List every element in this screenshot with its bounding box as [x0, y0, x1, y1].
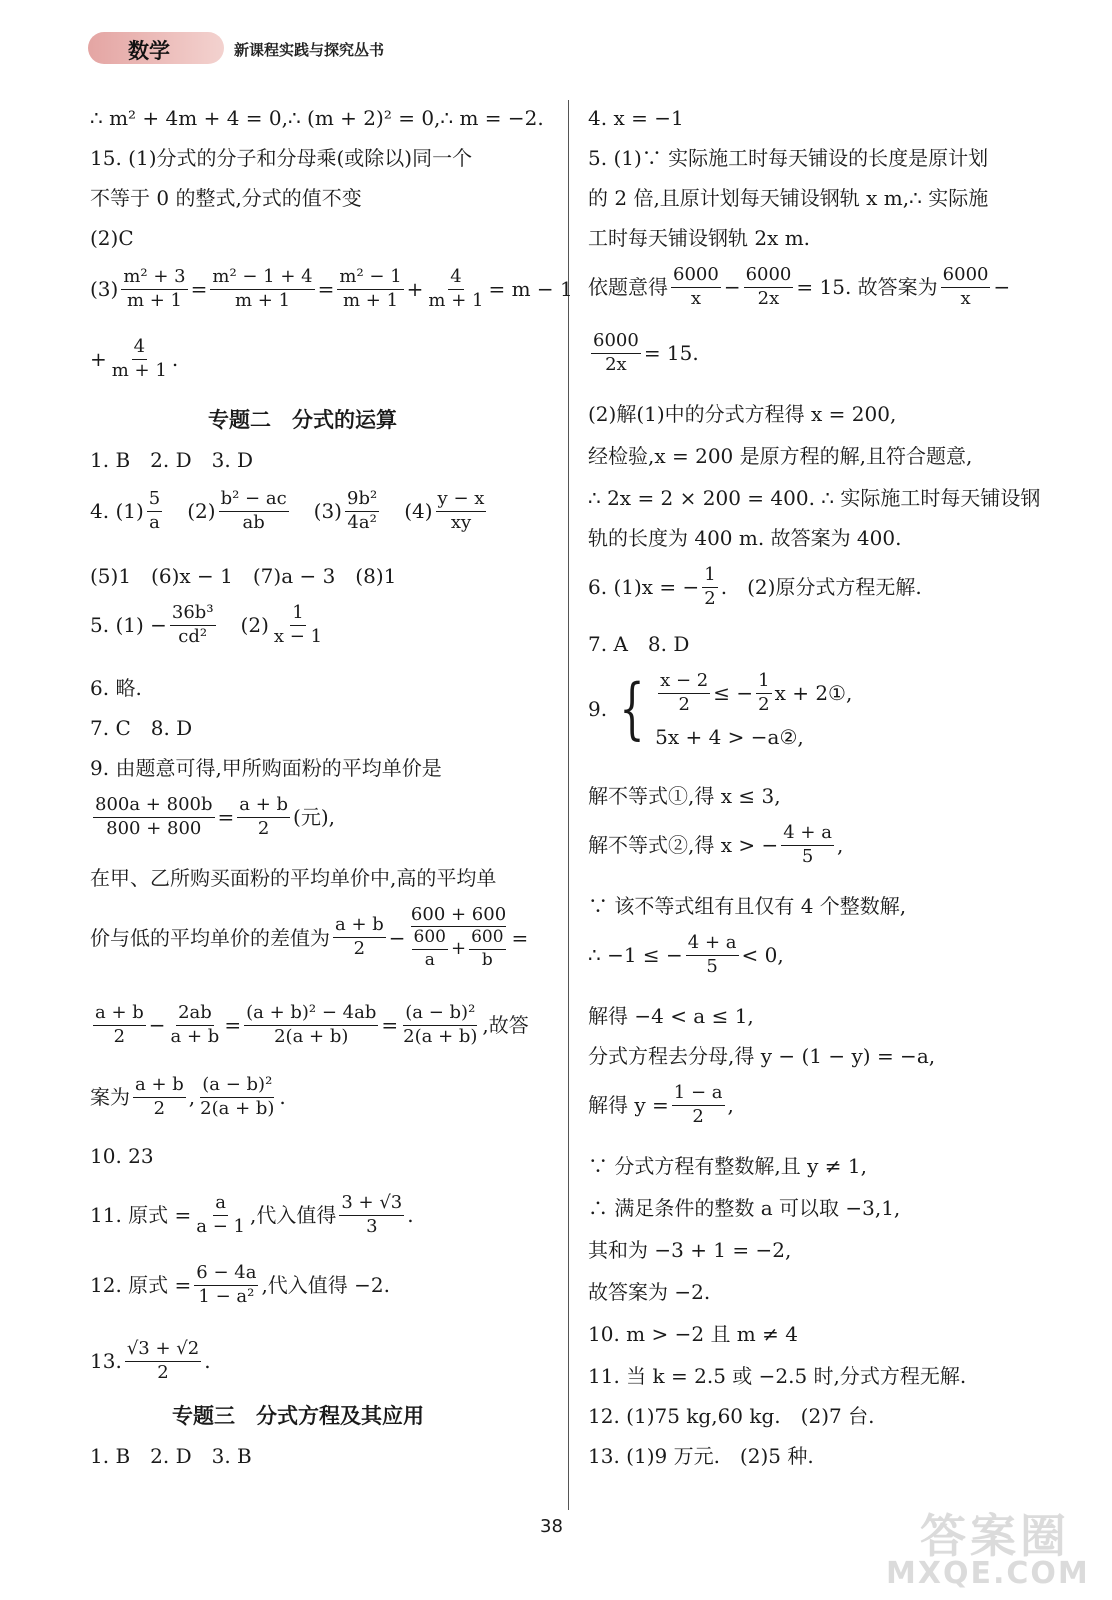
answer-line: (2)C	[90, 226, 134, 250]
answer-line: 12. (1)75 kg,60 kg. (2)7 台.	[588, 1404, 875, 1428]
page-header	[88, 28, 418, 68]
answer-line: 4. x = −1	[588, 106, 684, 130]
plus: +	[406, 277, 424, 302]
answer-t2-9b: $\frac{800a + 800b}{800 + 800}$ = $\frac{a + b}{2}$ (元),	[95, 794, 336, 839]
answer-line: 的 2 倍,且原计划每天铺设钢轨 x m,∴ 实际施	[588, 186, 989, 210]
answer-r5e: $\frac{6000}{2x}$ = 15.	[593, 330, 699, 375]
section-heading-topic2: 专题二 分式的运算	[208, 408, 397, 432]
answer-t2-9f: 案为 $\frac{a + b}{2}$ , $\frac{\text{(a − b)²}}{2(a + b)}$ .	[90, 1074, 286, 1119]
compound-fraction: 600 + 600 $\frac{600}{a}$ + $\frac{600}{b}$	[410, 904, 507, 970]
answer-line: ∵ 该不等式组有且仅有 4 个整数解,	[588, 894, 907, 918]
answer-r9c: 解不等式②,得 x > − $\frac{4 + a}{5}$ ,	[588, 822, 844, 867]
inequality-system: { $\frac{x - 2}{2}$ ≤ − $\frac{1}{2}$ x + 2①, 5x + 4 > −a②,	[619, 670, 853, 749]
fraction: $\frac{1 - a}{2}$	[673, 1082, 723, 1127]
answer-line: (5)1 (6)x − 1 (7)a − 3 (8)1	[90, 564, 397, 588]
fraction: $\frac{\text{(a − b)²}}{2(a + b)}$	[403, 1002, 478, 1047]
fraction: $\frac{y - x}{xy}$	[437, 488, 485, 533]
fraction: $\frac{\text{36b³}}{\text{cd²}}$	[171, 602, 214, 647]
answer-line: 7. C 8. D	[90, 716, 193, 740]
answer-line: 10. 23	[90, 1144, 154, 1168]
answer-line: 1. B 2. D 3. B	[90, 1444, 252, 1468]
fraction: $\frac{3 + √3}{3}$	[341, 1192, 403, 1237]
answer-t2-5: 5. (1) − $\frac{\text{36b³}}{\text{cd²}}$ (2) $\frac{1}{x - 1}$	[90, 602, 323, 647]
answer-line: 9. 由题意可得,甲所购面粉的平均单价是	[90, 756, 442, 780]
equals: =	[190, 277, 208, 302]
answer-line: 1. B 2. D 3. D	[90, 448, 254, 472]
fraction: $\frac{6000}{x}$	[942, 264, 989, 309]
answer-line: ∵ 分式方程有整数解,且 y ≠ 1,	[588, 1154, 867, 1178]
column-divider	[568, 100, 569, 1510]
fraction: $\frac{800a + 800b}{800 + 800}$	[95, 794, 213, 839]
fraction: $\frac{4 + a}{5}$	[783, 822, 832, 867]
answer-line: 分式方程去分母,得 y − (1 − y) = −a,	[588, 1044, 936, 1068]
answer-line: 故答案为 −2.	[588, 1280, 711, 1304]
answer-line: 在甲、乙所购买面粉的平均单价中,高的平均单	[90, 866, 497, 890]
answer-t2-9e: $\frac{a + b}{2}$ − $\frac{2ab}{a + b}$ = $\frac{\text{(a + b)² − 4ab}}{2(a + b)}$ = $\frac{\text{(a − b)²}}{2(a + b)}$ ,故答	[95, 1002, 529, 1047]
answer-t2-12: 12. 原式 = $\frac{6 - 4a}{\text{1 − a²}}$ ,代入值得 −2.	[90, 1262, 391, 1307]
answer-line: 15. (1)分式的分子和分母乘(或除以)同一个	[90, 146, 473, 170]
answer-line: ∴ 2x = 2 × 200 = 400. ∴ 实际施工时每天铺设钢	[588, 486, 1041, 510]
fraction: $\frac{a + b}{2}$	[335, 914, 384, 960]
answer-line: 其和为 −3 + 1 = −2,	[588, 1238, 792, 1262]
answer-line: ∴ 满足条件的整数 a 可以取 −3,1,	[588, 1196, 901, 1220]
series-title: 新课程实践与探究丛书	[234, 41, 385, 59]
answer-line: 轨的长度为 400 m. 故答案为 400.	[588, 526, 902, 550]
answer-r6: 6. (1)x = − $\frac{1}{2}$ . (2)原分式方程无解.	[588, 564, 922, 609]
fraction: $\frac{a + b}{2}$	[135, 1074, 184, 1119]
result: = m − 1	[488, 277, 573, 302]
section-heading-topic3: 专题三 分式方程及其应用	[172, 1404, 424, 1428]
plus: +	[90, 347, 107, 372]
fraction: $\frac{a}{a - 1}$	[196, 1192, 245, 1237]
subject-badge	[88, 32, 224, 64]
answer-15-3	[90, 268, 573, 311]
answer-line: 6. 略.	[90, 676, 142, 700]
answer-line: 解得 −4 < a ≤ 1,	[588, 1004, 754, 1028]
brace-icon: {	[619, 670, 645, 748]
fraction: $\frac{6000}{x}$	[673, 264, 719, 309]
answer-t2-4: 4. (1) $\frac{5}{a}$ (2) $\frac{\text{b² − ac}}{ab}$ (3) $\frac{\text{9b²}}{\text{4a²}}$ (4) $\frac{y - x}{xy}$	[90, 488, 485, 533]
watermark-logo	[880, 1500, 1100, 1596]
answer-line: ∴ m² + 4m + 4 = 0,∴ (m + 2)² = 0,∴ m = −2.	[90, 106, 544, 130]
fraction: $\frac{√3 + √2}{2}$	[126, 1338, 200, 1383]
fraction: $\frac{\text{(a + b)² − 4ab}}{2(a + b)}$	[246, 1002, 377, 1047]
fraction: $\frac{\text{m² − 1}}{m + 1}$	[339, 266, 402, 311]
answer-line: 7. A 8. D	[588, 632, 690, 656]
answer-line: 经检验,x = 200 是原方程的解,且符合题意,	[588, 444, 973, 468]
fraction: $\frac{4}{m + 1}$	[111, 336, 167, 381]
answer-t2-11: 11. 原式 = $\frac{a}{a - 1}$ ,代入值得 $\frac{3 + √3}{3}$ .	[90, 1192, 414, 1237]
fraction: $\frac{1}{2}$	[704, 564, 716, 609]
answer-15-3-cont: + $\frac{4}{m + 1}$ .	[90, 336, 179, 381]
fraction: $\frac{6000}{2x}$	[745, 264, 792, 309]
fraction: $\frac{\text{b² − ac}}{ab}$	[220, 488, 287, 533]
fraction: $\frac{\text{m² − 1 + 4}}{m + 1}$	[212, 266, 313, 311]
fraction: $\frac{5}{a}$	[148, 488, 161, 533]
equals: =	[317, 277, 335, 302]
answer-r9e: ∴ −1 ≤ − $\frac{4 + a}{5}$ < 0,	[588, 932, 784, 977]
answer-line: 11. 当 k = 2.5 或 −2.5 时,分式方程无解.	[588, 1364, 967, 1388]
answer-line: 工时每天铺设钢轨 2x m.	[588, 226, 811, 250]
answer-line: 13. (1)9 万元. (2)5 种.	[588, 1444, 814, 1468]
watermark-text: 答案圈	[920, 1509, 1070, 1563]
fraction: $\frac{6000}{2x}$	[593, 330, 639, 375]
watermark-url: MXQE.COM	[886, 1556, 1090, 1591]
answer-t2-13: 13. $\frac{√3 + √2}{2}$ .	[90, 1338, 211, 1383]
answer-line: 解不等式①,得 x ≤ 3,	[588, 784, 781, 808]
answer-r9h: 解得 y = $\frac{1 - a}{2}$ ,	[588, 1082, 734, 1127]
answer-r5d: 依题意得 $\frac{6000}{x}$ − $\frac{6000}{2x}$ = 15. 故答案为 $\frac{6000}{x}$ −	[588, 264, 1011, 309]
answer-line: (2)解(1)中的分式方程得 x = 200,	[588, 402, 897, 426]
subject-label: 数学	[128, 39, 170, 63]
fraction: $\frac{4 + a}{5}$	[687, 932, 737, 977]
fraction: $\frac{\text{m² + 3}}{m + 1}$	[123, 266, 186, 311]
answer-r9-system: 9. { $\frac{x - 2}{2}$ ≤ − $\frac{1}{2}$ x + 2①, 5x + 4 > −a②,	[588, 670, 853, 749]
fraction: $\frac{a + b}{2}$	[95, 1002, 144, 1047]
label: (3)	[90, 277, 119, 302]
fraction: $\frac{1}{x - 1}$	[273, 602, 323, 647]
fraction: $\frac{4}{m + 1}$	[428, 266, 484, 311]
fraction: $\frac{a + b}{2}$	[239, 794, 289, 839]
answer-line: 5. (1)∵ 实际施工时每天铺设的长度是原计划	[588, 146, 989, 170]
answer-line: 不等于 0 的整式,分式的值不变	[90, 186, 362, 210]
fraction: $\frac{\text{(a − b)²}}{2(a + b)}$	[200, 1074, 275, 1119]
fraction: $\frac{6 - 4a}{\text{1 − a²}}$	[196, 1262, 257, 1307]
page-number: 38	[540, 1516, 563, 1537]
fraction: $\frac{2ab}{a + b}$	[170, 1002, 220, 1047]
answer-t2-9d: 价与低的平均单价的差值为 $\frac{a + b}{2}$ − 600 + 600 $\frac{600}{a}$ + $\frac{600}{b}$ =	[90, 904, 529, 970]
answer-line: 10. m > −2 且 m ≠ 4	[588, 1322, 798, 1346]
fraction: $\frac{\text{9b²}}{\text{4a²}}$	[347, 488, 378, 533]
